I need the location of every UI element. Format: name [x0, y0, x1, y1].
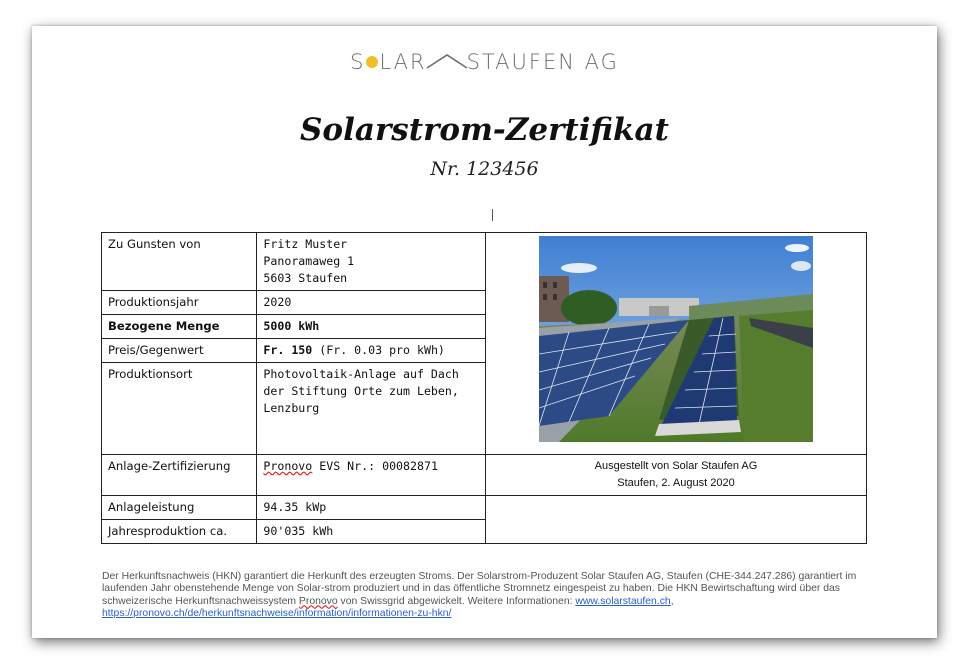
value-plant-capacity: 94.35 kWp [257, 496, 486, 520]
value-production-year: 2020 [257, 291, 486, 315]
roof-icon [425, 52, 469, 70]
label-annual-production: Jahresproduktion ca. [102, 520, 257, 544]
label-plant-capacity: Anlageleistung [102, 496, 257, 520]
company-logo: S LAR STAUFEN AG [350, 50, 619, 74]
sun-icon [366, 56, 378, 68]
label-price: Preis/Gegenwert [102, 339, 257, 363]
value-certification: Pronovo EVS Nr.: 00082871 [257, 455, 486, 496]
link-pronovo-hkn[interactable]: https://pronovo.ch/de/herkunftsnachweise/information/informationen-zu-hkn/ [102, 607, 452, 619]
value-amount: 5000 kWh [257, 315, 486, 339]
label-beneficiary: Zu Gunsten von [102, 233, 257, 291]
label-production-year: Produktionsjahr [102, 291, 257, 315]
link-solarstaufen[interactable]: www.solarstaufen.ch [575, 595, 671, 607]
empty-cell [486, 496, 867, 544]
certificate-table [101, 232, 867, 544]
label-certification: Anlage-Zertifizierung [102, 455, 257, 496]
value-beneficiary: Fritz Muster Panoramaweg 1 5603 Staufen [257, 233, 486, 291]
text-cursor [492, 209, 493, 221]
footer-note: Der Herkunftsnachweis (HKN) garantiert die Herkunft des erzeugten Stroms. Der Solarstrom-Produzent Solar Staufen AG, Staufen (CHE-344.247.286) garantiert im laufenden Jahr obenstehende Menge von Solar-strom produziert und in das öffentliche Stromnetz eingespeist zu haben. Die HKN Bewirtschaftung wird über das schweizerische Herkunftsnachweissystem Pronovo von Swissgrid abgewickelt. Weitere Informationen: www.solarstaufen.ch, https://pronovo.ch/de/herkunftsnachweise/information/informationen-zu-hkn/ [102, 571, 857, 619]
certificate-number: Nr. 123456 [430, 158, 539, 180]
solar-panels-photo [539, 236, 813, 442]
certificate-page [32, 26, 937, 638]
value-production-site: Photovoltaik-Anlage auf Dach der Stiftung Orte zum Leben, Lenzburg [257, 363, 486, 455]
issued-by: Ausgestellt von Solar Staufen AG Staufen, 2. August 2020 [486, 455, 867, 496]
value-annual-production: 90'035 kWh [257, 520, 486, 544]
certificate-title: Solarstrom-Zertifikat [300, 112, 669, 148]
value-price: Fr. 150 (Fr. 0.03 pro kWh) [257, 339, 486, 363]
photo-cell [486, 233, 867, 455]
label-production-site: Produktionsort [102, 363, 257, 455]
label-amount: Bezogene Menge [102, 315, 257, 339]
